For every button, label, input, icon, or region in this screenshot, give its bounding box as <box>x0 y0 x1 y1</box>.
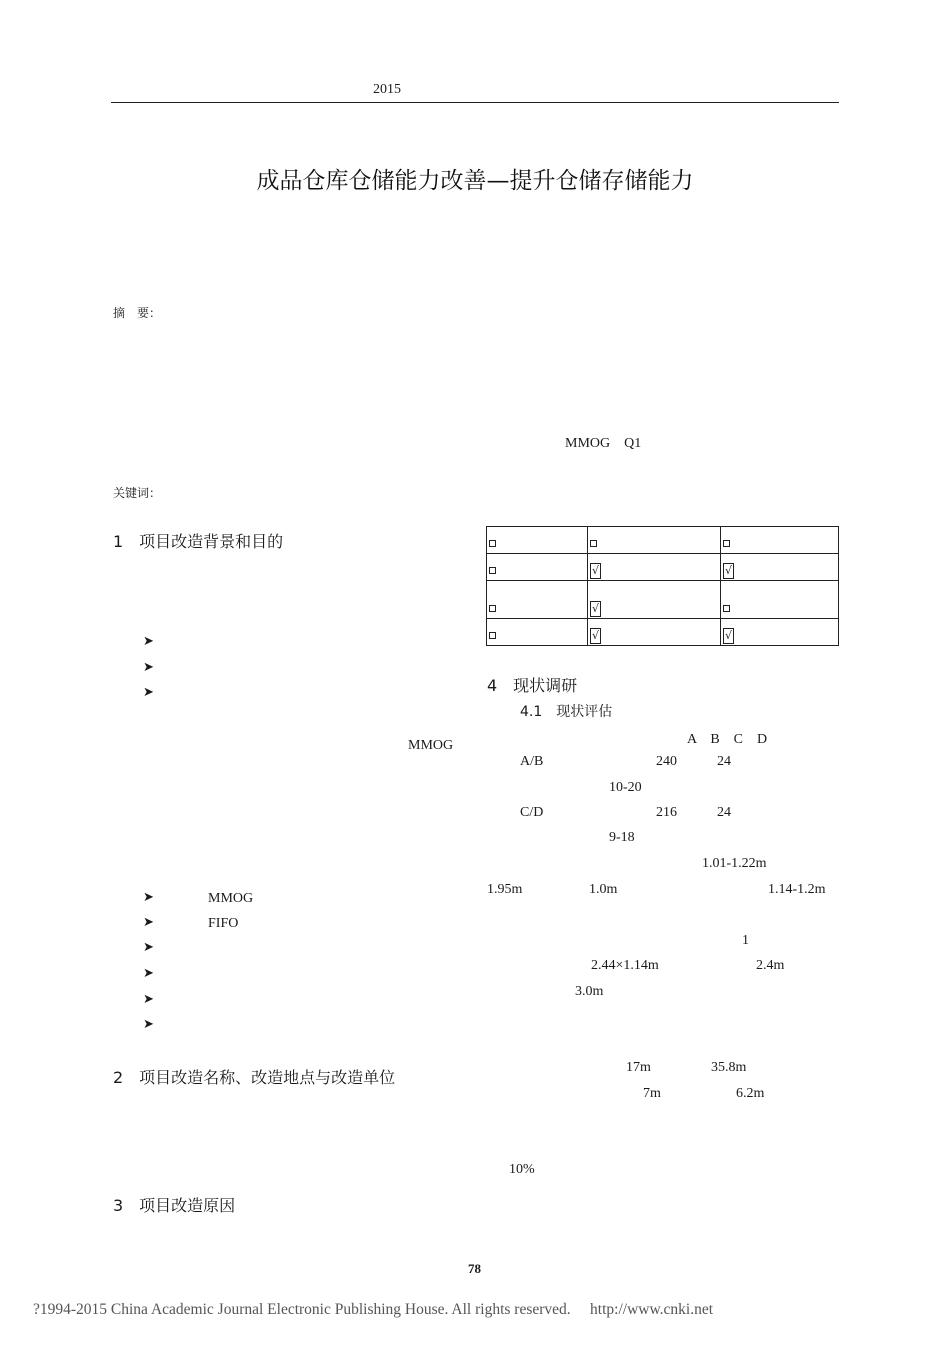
dist-7: 7m <box>643 1086 661 1101</box>
bullet-item: ➤ <box>143 966 154 981</box>
table-cell <box>721 554 839 581</box>
width-114-12: 1.14-1.2m <box>768 882 826 897</box>
paper-title: 成品仓库仓储能力改善—提升仓储存储能力 <box>256 168 694 194</box>
bullet-item: ➤ <box>143 940 154 955</box>
dist-358: 35.8m <box>711 1060 747 1075</box>
abcd-labels: A B C D <box>687 732 768 747</box>
checkmark-icon: √ <box>725 629 733 642</box>
copyright-footer: ?1994-2015 China Academic Journal Electronic Publishing House. All rights reserved. http://www.cnki.net <box>33 1301 714 1318</box>
header-rule <box>111 102 839 103</box>
bullet-item: ➤ <box>143 890 154 905</box>
table-cell <box>721 619 839 646</box>
section-4-heading: 4 现状调研 <box>487 676 578 695</box>
section-3-heading: 3 项目改造原因 <box>113 1196 236 1215</box>
cd-24: 24 <box>717 805 731 820</box>
checkmark-icon: √ <box>592 564 600 577</box>
table-cell <box>588 581 721 619</box>
keywords-label: 关键词： <box>113 486 162 500</box>
table-row <box>487 527 839 554</box>
bullet-item: ➤ <box>143 685 154 700</box>
abstract-label: 摘 要： <box>113 306 162 320</box>
bullet-item: ➤ <box>143 915 154 930</box>
mmog-note: MMOG <box>408 738 454 753</box>
abstract-fragment: MMOG Q1 <box>565 436 642 451</box>
table-cell <box>487 527 588 554</box>
table-cell <box>721 581 839 619</box>
table-cell <box>588 554 721 581</box>
ab-240: 240 <box>656 754 677 769</box>
table-row <box>487 554 839 581</box>
checkmark-icon: √ <box>592 602 600 615</box>
section-2-heading: 2 项目改造名称、改造地点与改造单位 <box>113 1068 396 1087</box>
ab-label: A/B <box>520 754 544 769</box>
width-10: 1.0m <box>589 882 618 897</box>
value-one: 1 <box>742 933 749 948</box>
checkbox-table <box>486 526 839 646</box>
bullet-item: ➤ <box>143 634 154 649</box>
bullet-item: ➤ <box>143 1017 154 1032</box>
table-cell <box>588 527 721 554</box>
checkmark-icon: √ <box>592 629 600 642</box>
size-30: 3.0m <box>575 984 604 999</box>
section-4-1-heading: 4.1 现状评估 <box>520 704 613 720</box>
table-cell <box>487 554 588 581</box>
size-24: 2.4m <box>756 958 785 973</box>
size-244: 2.44×1.14m <box>591 958 659 973</box>
table-cell <box>487 619 588 646</box>
bullet-text-fifo: FIFO <box>208 916 239 931</box>
bullet-item: ➤ <box>143 992 154 1007</box>
range-10-20: 10-20 <box>609 780 642 795</box>
bullet-text-mmog: MMOG <box>208 891 254 906</box>
range-9-18: 9-18 <box>609 830 635 845</box>
percent-10: 10% <box>509 1162 535 1177</box>
checkmark-icon: √ <box>725 564 733 577</box>
table-row <box>487 619 839 646</box>
table-row <box>487 581 839 619</box>
header-year: 2015 <box>373 82 401 97</box>
table-cell <box>721 527 839 554</box>
table-cell <box>588 619 721 646</box>
section-1-heading: 1 项目改造背景和目的 <box>113 532 284 551</box>
page-number: 78 <box>468 1261 481 1276</box>
width-101-122: 1.01-1.22m <box>702 856 767 871</box>
width-195: 1.95m <box>487 882 523 897</box>
ab-24: 24 <box>717 754 731 769</box>
cd-216: 216 <box>656 805 677 820</box>
dist-17: 17m <box>626 1060 651 1075</box>
bullet-item: ➤ <box>143 660 154 675</box>
table-cell <box>487 581 588 619</box>
dist-62: 6.2m <box>736 1086 765 1101</box>
cd-label: C/D <box>520 805 544 820</box>
